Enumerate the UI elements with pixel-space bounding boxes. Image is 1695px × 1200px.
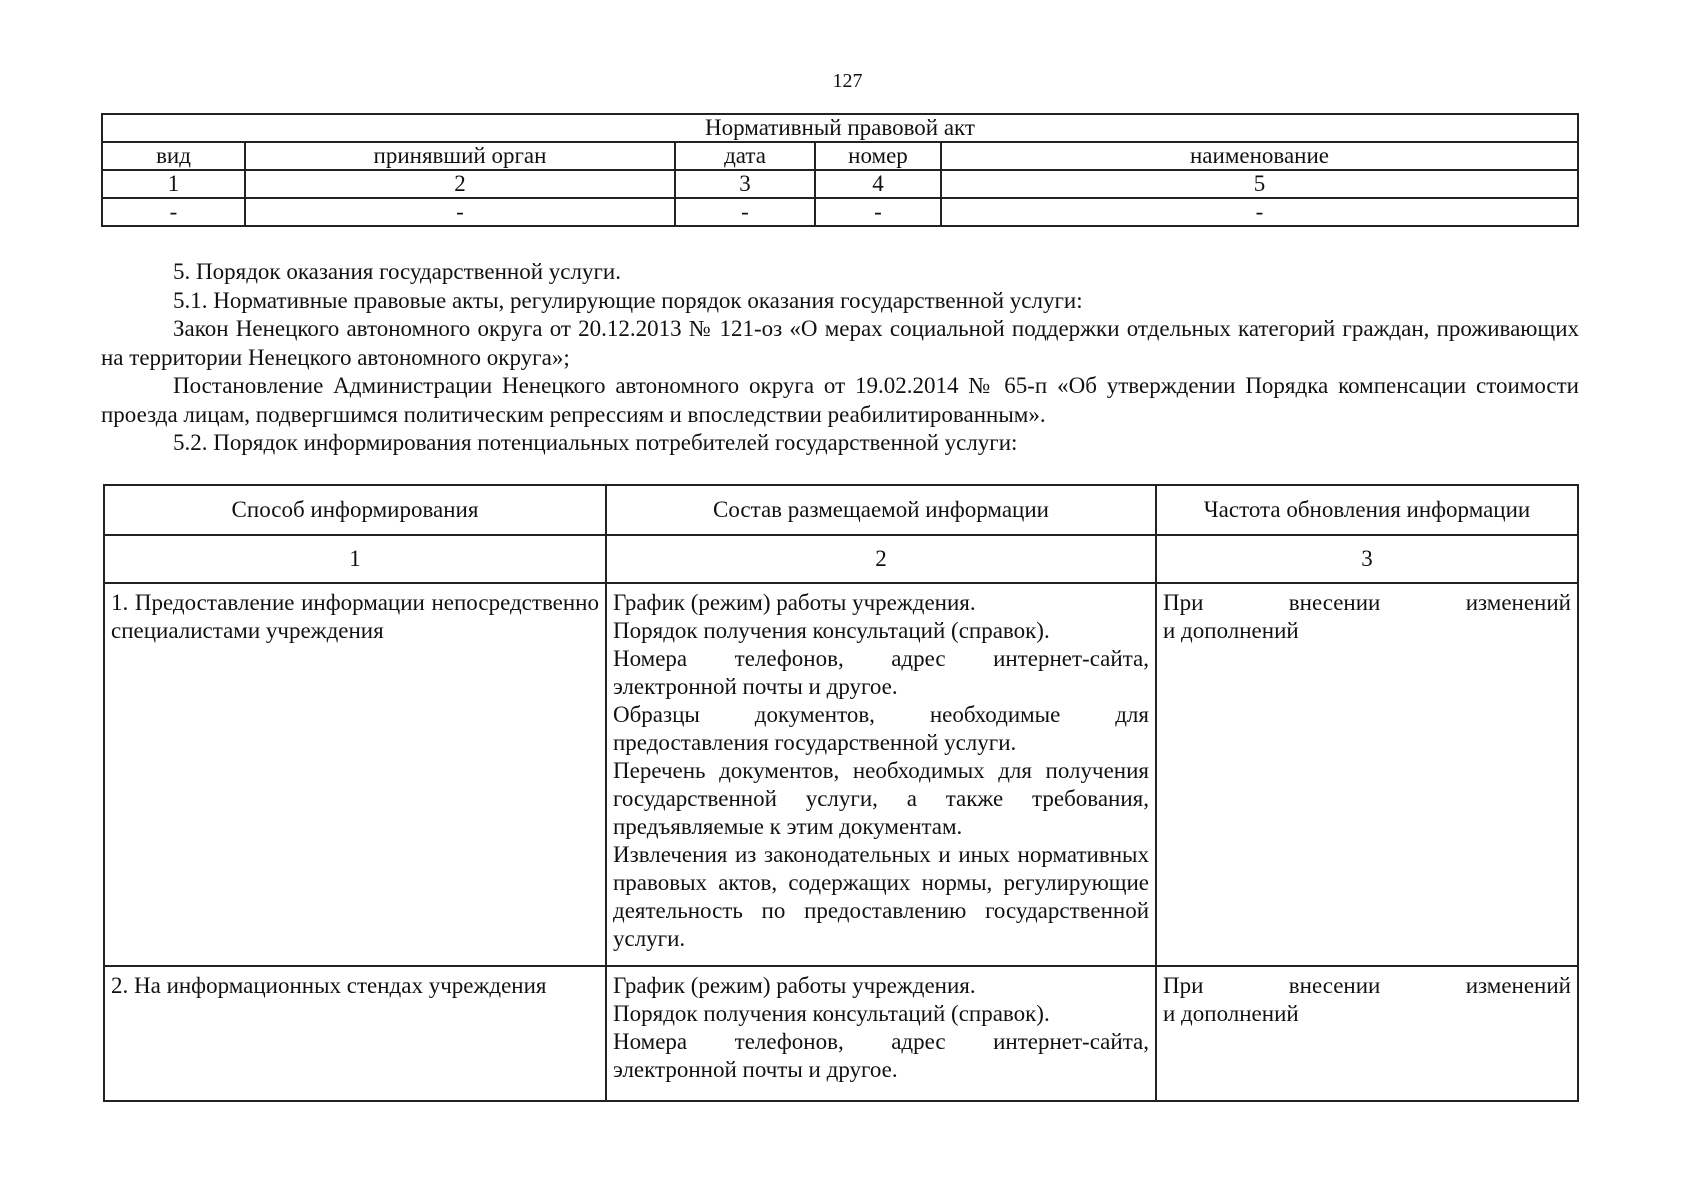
act-header-type: вид bbox=[102, 142, 245, 170]
info-method: 2. На информационных стендах учреждения bbox=[111, 973, 547, 998]
info-header-frequency: Частота обновления информации bbox=[1156, 485, 1578, 535]
act-table-title: Нормативный правовой акт bbox=[102, 114, 1578, 142]
act-cell: - bbox=[675, 198, 815, 226]
content-line: График (режим) работы учреждения. bbox=[613, 590, 976, 615]
info-method-cell bbox=[104, 966, 606, 1101]
info-col-number: 2 bbox=[606, 535, 1156, 583]
informing-table bbox=[103, 484, 1579, 1102]
info-header-content: Состав размещаемой информации bbox=[606, 485, 1156, 535]
resolution-reference: Постановление Администрации Ненецкого автономного округа от 19.02.2014 № 65-п «Об утверждении Порядка компенсации стоимости проезда лицам, подвергшимся политическим репрессиям и впоследствии реабилитированным». bbox=[101, 373, 1579, 427]
section-text bbox=[101, 258, 1579, 458]
act-cell: - bbox=[941, 198, 1578, 226]
info-method-cell bbox=[104, 583, 606, 966]
content-line: Перечень документов, необходимых для получения государственной услуги, а также требования, предъявляемые к этим документам. bbox=[613, 758, 1149, 839]
act-cell: - bbox=[815, 198, 941, 226]
subsection-5-2: 5.2. Порядок информирования потенциальных потребителей государственной услуги: bbox=[173, 430, 1018, 455]
section-title: 5. Порядок оказания государственной услуги. bbox=[173, 259, 621, 284]
content-line: Номера телефонов, адрес интернет-сайта, электронной почты и другое. bbox=[613, 1029, 1149, 1082]
frequency-text: При внесении изменений bbox=[1163, 590, 1571, 615]
act-cell: - bbox=[245, 198, 675, 226]
frequency-text-tail: и дополнений bbox=[1163, 618, 1299, 643]
frequency-text: При внесении изменений bbox=[1163, 973, 1571, 998]
content-line: Порядок получения консультаций (справок). bbox=[613, 1001, 1050, 1026]
act-col-number: 5 bbox=[941, 170, 1578, 198]
info-content-cell bbox=[606, 583, 1156, 966]
content-line: Номера телефонов, адрес интернет-сайта, электронной почты и другое. bbox=[613, 646, 1149, 699]
content-line: Порядок получения консультаций (справок). bbox=[613, 618, 1050, 643]
content-line: Извлечения из законодательных и иных нормативных правовых актов, содержащих нормы, регулирующие деятельность по предоставлению государственной услуги. bbox=[613, 842, 1149, 951]
content-line: Образцы документов, необходимые для предоставления государственной услуги. bbox=[613, 702, 1149, 755]
info-col-number: 3 bbox=[1156, 535, 1578, 583]
info-method: 1. Предоставление информации непосредственно специалистами учреждения bbox=[111, 590, 599, 643]
content-line: График (режим) работы учреждения. bbox=[613, 973, 976, 998]
info-header-method: Способ информирования bbox=[104, 485, 606, 535]
act-header-number: номер bbox=[815, 142, 941, 170]
frequency-text-tail: и дополнений bbox=[1163, 1001, 1299, 1026]
act-col-number: 3 bbox=[675, 170, 815, 198]
info-frequency-cell bbox=[1156, 966, 1578, 1101]
law-reference: Закон Ненецкого автономного округа от 20.12.2013 № 121-оз «О мерах социальной поддержки отдельных категорий граждан, проживающих на территории Ненецкого автономного округа»; bbox=[101, 316, 1579, 370]
legal-act-table bbox=[101, 113, 1579, 227]
act-col-number: 1 bbox=[102, 170, 245, 198]
info-frequency-cell bbox=[1156, 583, 1578, 966]
subsection-5-1: 5.1. Нормативные правовые акты, регулирующие порядок оказания государственной услуги: bbox=[173, 287, 1083, 313]
act-cell: - bbox=[102, 198, 245, 226]
act-col-number: 2 bbox=[245, 170, 675, 198]
page-number: 127 bbox=[832, 70, 863, 92]
info-col-number: 1 bbox=[104, 535, 606, 583]
act-header-date: дата bbox=[675, 142, 815, 170]
act-header-name: наименование bbox=[941, 142, 1578, 170]
act-col-number: 4 bbox=[815, 170, 941, 198]
info-content-cell bbox=[606, 966, 1156, 1101]
act-header-body: принявший орган bbox=[245, 142, 675, 170]
